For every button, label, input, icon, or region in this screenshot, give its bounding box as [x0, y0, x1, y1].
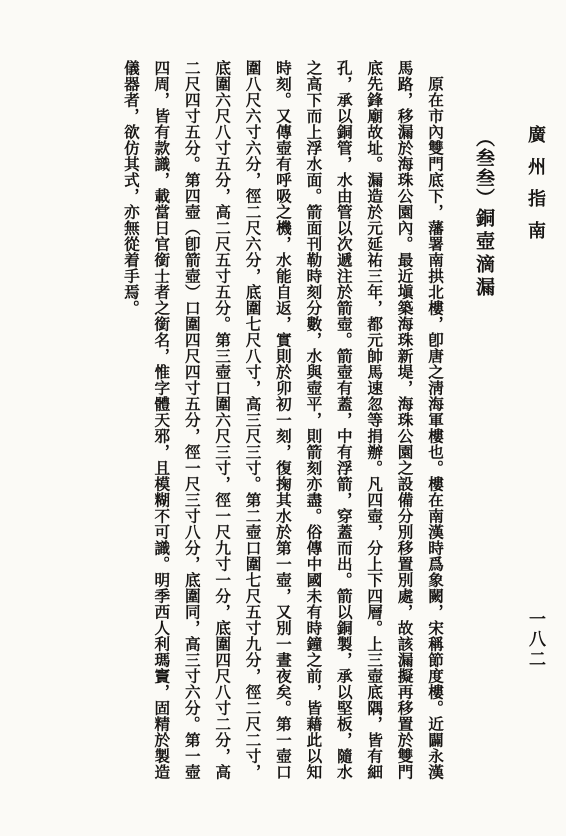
section-title: 銅壺滴漏: [473, 208, 495, 300]
body-text: [28, 60, 450, 792]
section-number: （叁叁）: [473, 128, 495, 208]
page-number: 一八二: [525, 610, 545, 670]
section-heading: [472, 128, 498, 300]
body-paragraph: 原在市內雙門底下，藩署南拱北樓，卽唐之淸海軍樓也。樓在南漢時爲象闕，宋稱節度樓。近闢永漢馬路，移漏於海珠公園內。最近塡築海珠新堤，海珠公園之設備分別移置別處，故該漏擬再移置於雙門底先鋒廟故址。漏造於元延祐三年，都元帥馬速忽等捐辦。凡四壺，分上下四層。上三壺底隅，皆有細孔，承以銅管，水由管以次遞注於箭壺。箭壺有蓋，中有浮箭，穿蓋而出。箭以銅製，承以堅板，隨水之高下而上浮水面。箭面刊勒時刻分數，水與壺平，則箭刻亦盡。俗傳中國未有時鐘之前，皆藉此以知時刻。又傳壺有呼吸之機，水能自返，實則於卯初一刻，復掬其水於第一壺，又別一晝夜矣。第一壺口圍八尺六寸六分，徑二尺六分，底圍七尺八寸，高三尺三寸。第二壺口圍七尺五寸九分，徑二尺二寸，底圍六尺八寸五分，高二尺五寸五分。第三壺口圍六尺三寸，徑一尺九寸一分，底圍四尺八寸二分，高二尺四寸五分。第四壺（卽箭壺）口圍四尺四寸五分，徑一尺三寸八分，底圍同，高三寸六分。第一壺四周，皆有款識，載當日官銜士者之銜名，惟字體天邪，且模糊不可識。明季西人利瑪竇，固精於製造儀器者，欲仿其式，亦無從着手焉。: [121, 60, 445, 781]
book-title: 廣州指南: [525, 125, 546, 253]
